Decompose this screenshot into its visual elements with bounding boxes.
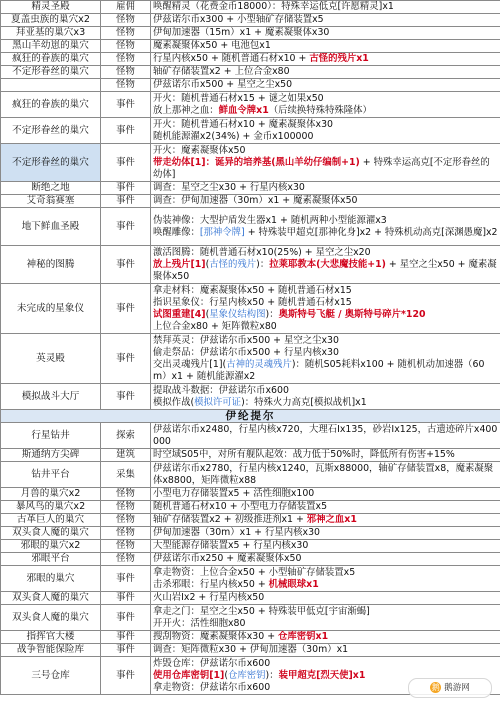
type-cell: 事件 bbox=[101, 144, 151, 182]
reward-cell bbox=[151, 605, 500, 631]
reward-cell bbox=[151, 527, 500, 540]
table-row bbox=[1, 14, 500, 27]
reward-text: 击杀邪眼：行星内核x50 + bbox=[153, 578, 269, 590]
table-row bbox=[1, 462, 500, 488]
reward-text: 开火：随机普通石材x10 + 魔素凝聚体x30 bbox=[153, 118, 334, 130]
table-row bbox=[1, 566, 500, 592]
location-name: 钻井平台 bbox=[1, 462, 101, 488]
app-logo-icon: 鹅 bbox=[431, 683, 440, 692]
reward-text: 拿走之门：星空之尘x50 + 特殊装甲低克[宇宙渐蝎] bbox=[153, 605, 370, 617]
item-link-text: 古神的灵魂残片 bbox=[226, 358, 292, 370]
reward-text: 火山岩Ix2 + 行星内核x50 bbox=[153, 592, 265, 603]
reward-text: 时空域S05中，对所有舰队起效：战力低于50%时，降低所有伤害+15% bbox=[153, 449, 455, 460]
type-cell: 怪物 bbox=[101, 488, 151, 501]
table-row bbox=[1, 527, 500, 540]
highlight-text: 奥斯特号飞艇 / 奥斯特号碎片*120 bbox=[278, 308, 426, 320]
highlight-text: 带走幼体[1]：诞异的培养基(黑山羊幼仔编制+1) bbox=[153, 156, 360, 168]
highlight-text: 放上残片[1] bbox=[153, 258, 206, 270]
location-name: 艾奇翁赛塞 bbox=[1, 195, 101, 208]
item-link-text: 仓库密钥 bbox=[228, 669, 266, 681]
type-cell: 事件 bbox=[101, 195, 151, 208]
location-name: 疯狂的眷族的巢穴 bbox=[1, 53, 101, 66]
reward-cell bbox=[151, 208, 500, 246]
reward-text: )： bbox=[265, 669, 279, 681]
reward-text: 伊甸加速器（15m）x1 + 魔素凝聚体x30 bbox=[153, 27, 330, 38]
reward-text: 行星内核x50 + 随机普通石材x10 + bbox=[153, 53, 310, 64]
section-header-row bbox=[1, 410, 500, 423]
location-name: 英灵殿 bbox=[1, 334, 101, 384]
reward-text: 轴矿存储装置x2 + 上位合金x80 bbox=[153, 66, 290, 77]
reward-cell bbox=[151, 553, 500, 566]
type-cell: 事件 bbox=[101, 246, 151, 284]
reward-cell bbox=[151, 449, 500, 462]
location-name: 不定形眷丝的巢穴 bbox=[1, 144, 101, 182]
highlight-text: 使用仓库密钥[1] bbox=[153, 669, 225, 681]
table-row bbox=[1, 644, 500, 657]
reward-text: 伊兹诺尔币x250 + 魔素凝聚体x50 bbox=[153, 553, 302, 564]
table-row bbox=[1, 246, 500, 284]
reward-cell bbox=[151, 501, 500, 514]
reward-text: 唤醒精灵（花费金币18000）：特殊幸运低克[许愿精灵]x1 bbox=[153, 1, 394, 12]
reward-cell bbox=[151, 14, 500, 27]
reward-text: 交出灵魂残片[1]( bbox=[153, 358, 227, 370]
table-row bbox=[1, 208, 500, 246]
reward-cell bbox=[151, 631, 500, 644]
table-row bbox=[1, 182, 500, 195]
table-row bbox=[1, 514, 500, 527]
type-cell: 事件 bbox=[101, 592, 151, 605]
table-row bbox=[1, 488, 500, 501]
type-cell: 采集 bbox=[101, 462, 151, 488]
table-row bbox=[1, 66, 500, 79]
location-name: 神秘的图腾 bbox=[1, 246, 101, 284]
type-cell: 事件 bbox=[101, 208, 151, 246]
reward-text: )：随机S05耗料x100 + 随机机动加速器（60m）x1 + 随机能源濯x2 bbox=[153, 358, 485, 382]
section-title: 伊纶提尔 bbox=[1, 410, 500, 423]
type-cell: 怪物 bbox=[101, 53, 151, 66]
location-name: 夏盖虫族的巢穴x2 bbox=[1, 14, 101, 27]
type-cell: 怪物 bbox=[101, 27, 151, 40]
type-cell: 怪物 bbox=[101, 514, 151, 527]
location-name: 未完成的星象仪 bbox=[1, 284, 101, 334]
table-row bbox=[1, 334, 500, 384]
reward-cell bbox=[151, 40, 500, 53]
location-name: 精灵圣殿 bbox=[1, 1, 101, 14]
reward-text: 开火：随机普通石材x15 + 谜之如果x50 bbox=[153, 92, 324, 104]
table-row bbox=[1, 553, 500, 566]
reward-text: 大型能源存储装置x5 + 行星内核x30 bbox=[153, 540, 309, 551]
location-name: 拜亚基的巢穴x3 bbox=[1, 27, 101, 40]
highlight-text: 拉莱耶教本(大悲魔技能+1) bbox=[269, 258, 386, 270]
reward-cell bbox=[151, 423, 500, 449]
item-link-text: [那神令牌] bbox=[199, 226, 245, 238]
reward-text: ( bbox=[224, 669, 229, 681]
reward-cell bbox=[151, 79, 500, 92]
reward-cell bbox=[151, 182, 500, 195]
table-row bbox=[1, 631, 500, 644]
reward-text: 唤醒雕像： bbox=[153, 226, 200, 238]
table-row bbox=[1, 195, 500, 208]
reward-text: + 星空之尘x50 + 魔素凝聚体x50 bbox=[153, 258, 497, 282]
reward-text: 伪装神像：大型护盾发生器x1 + 随机两种小型能源濯x3 bbox=[153, 214, 387, 226]
type-cell: 雇佣 bbox=[101, 1, 151, 14]
reward-text: 激活图腾：随机普通石材x10(25%) + 星空之尘x20 bbox=[153, 246, 371, 258]
table-row bbox=[1, 449, 500, 462]
location-name: 三号仓库 bbox=[1, 657, 101, 695]
reward-text: 伊兹诺尔币x2780，行星内核x1240，瓦斯x88000，轴矿存储装置x8，魔素凝聚体x8800，矩阵微粒x88 bbox=[153, 462, 494, 486]
type-cell: 怪物 bbox=[101, 527, 151, 540]
reward-text: 提取战斗数据：伊兹诺尔币x600 bbox=[153, 384, 289, 396]
type-cell: 事件 bbox=[101, 631, 151, 644]
type-cell: 事件 bbox=[101, 566, 151, 592]
highlight-text: 邪神之血x1 bbox=[306, 514, 357, 525]
type-cell: 事件 bbox=[101, 118, 151, 144]
reward-cell bbox=[151, 118, 500, 144]
reward-cell bbox=[151, 384, 500, 410]
reward-text: 调查：伊甸加速器（30m）x1 + 魔素凝聚体x50 bbox=[153, 195, 358, 206]
highlight-text: 鲜血令牌x1 bbox=[218, 104, 269, 116]
reward-text: 伊甸加速器（30m）x1 + 行星内核x30 bbox=[153, 527, 320, 538]
reward-cell bbox=[151, 27, 500, 40]
location-name: 邪眼的巢穴x2 bbox=[1, 540, 101, 553]
reward-cell bbox=[151, 566, 500, 592]
location-name: 邪眼平台 bbox=[1, 553, 101, 566]
table-row bbox=[1, 284, 500, 334]
table-row bbox=[1, 79, 500, 92]
type-cell: 事件 bbox=[101, 644, 151, 657]
item-link-text: 星象仪结构图 bbox=[209, 308, 266, 320]
reward-cell bbox=[151, 644, 500, 657]
reward-text: 拿走材料：魔素凝聚体x50 + 随机普通石材x15 bbox=[153, 284, 352, 296]
item-link-text: 古怪的残片 bbox=[209, 258, 257, 270]
reward-cell bbox=[151, 284, 500, 334]
location-name: 双头食人魔的巢穴 bbox=[1, 527, 101, 540]
location-name: 行星钻井 bbox=[1, 423, 101, 449]
table-row bbox=[1, 53, 500, 66]
type-cell: 怪物 bbox=[101, 14, 151, 27]
table-row bbox=[1, 144, 500, 182]
reward-text: + 特殊幸运高克[不定形眷丝的幼体] bbox=[153, 156, 490, 180]
reward-text: ( bbox=[205, 258, 210, 270]
type-cell: 事件 bbox=[101, 384, 151, 410]
type-cell: 探索 bbox=[101, 423, 151, 449]
table-row bbox=[1, 1, 500, 14]
reward-text: 随机能源濯x2(34%) + 金币x100000 bbox=[153, 130, 314, 142]
reward-text: 禁拜英灵：伊兹诺尔币x500 + 星空之尘x30 bbox=[153, 334, 339, 346]
reward-text: 伊兹诺尔币x500 + 星空之尘x50 bbox=[153, 79, 293, 90]
reward-cell bbox=[151, 592, 500, 605]
type-cell: 怪物 bbox=[101, 66, 151, 79]
location-name: 暴风鸟的巢穴x2 bbox=[1, 501, 101, 514]
reward-cell bbox=[151, 488, 500, 501]
location-name: 古革巨人的巢穴 bbox=[1, 514, 101, 527]
reward-text: 搜刮物资：魔素凝聚体x30 + bbox=[153, 631, 279, 642]
reward-text: 调查：矩阵微粒x30 + 伊甸加速器（30m）x1 bbox=[153, 644, 349, 655]
reward-cell bbox=[151, 514, 500, 527]
type-cell: 怪物 bbox=[101, 501, 151, 514]
reward-text: （后续换特殊特殊隆体） bbox=[268, 104, 372, 116]
type-cell: 事件 bbox=[101, 182, 151, 195]
highlight-text: 试图重建[4] bbox=[153, 308, 206, 320]
reward-text: 拿走物资：伊兹诺尔币x600 bbox=[153, 681, 271, 693]
table-row bbox=[1, 118, 500, 144]
location-name: 战争智能保险库 bbox=[1, 644, 101, 657]
reward-text: 放上那神之血： bbox=[153, 104, 219, 116]
location-name: 双头食人魔的巢穴 bbox=[1, 605, 101, 631]
table-row bbox=[1, 540, 500, 553]
watermark-text: 鹅游网 bbox=[444, 683, 470, 693]
highlight-text: 机械眼球x1 bbox=[268, 578, 319, 590]
reward-text: + 特殊装甲超克[那神化身]x2 + 特殊机动高克[深渊愚魔]x2 bbox=[244, 226, 498, 238]
highlight-text: 仓库密钥x1 bbox=[278, 631, 329, 642]
reward-cell bbox=[151, 195, 500, 208]
reward-cell bbox=[151, 540, 500, 553]
reward-cell bbox=[151, 334, 500, 384]
reward-text: 拿走物资：上位合金x50 + 小型轴矿存储装置x5 bbox=[153, 566, 356, 578]
reward-text: 开开火：活性细胞x80 bbox=[153, 617, 246, 629]
reward-cell bbox=[151, 66, 500, 79]
reward-text: ( bbox=[205, 308, 210, 320]
type-cell: 事件 bbox=[101, 334, 151, 384]
reward-cell bbox=[151, 246, 500, 284]
table-row bbox=[1, 384, 500, 410]
reward-cell bbox=[151, 1, 500, 14]
item-link-text: 模拟许可证 bbox=[194, 396, 242, 408]
table-row bbox=[1, 605, 500, 631]
reward-text: 小型电力存储装置x5 + 活性细胞x100 bbox=[153, 488, 315, 499]
type-cell: 建筑 bbox=[101, 449, 151, 462]
location-name: 斯通纳方尖碑 bbox=[1, 449, 101, 462]
location-name: 双头食人魔的巢穴 bbox=[1, 592, 101, 605]
reward-cell bbox=[151, 53, 500, 66]
reward-text: 开火：魔素凝聚体x50 bbox=[153, 144, 246, 156]
reward-cell bbox=[151, 144, 500, 182]
reward-text: )：特殊火力高克[模拟战机]x1 bbox=[241, 396, 367, 408]
reward-text: 炸毁仓库：伊兹诺尔币x600 bbox=[153, 657, 271, 669]
location-name bbox=[1, 79, 101, 92]
reward-text: 伊兹诺尔币x300 + 小型轴矿存储装置x5 bbox=[153, 14, 324, 25]
table-row bbox=[1, 92, 500, 118]
location-name: 月兽的巢穴x2 bbox=[1, 488, 101, 501]
location-name: 模拟战斗大厅 bbox=[1, 384, 101, 410]
location-name: 黑山羊幼崽的巢穴 bbox=[1, 40, 101, 53]
type-cell: 事件 bbox=[101, 284, 151, 334]
highlight-text: 古怪的残片x1 bbox=[309, 53, 369, 64]
location-name: 地下鲜血圣殿 bbox=[1, 208, 101, 246]
type-cell: 怪物 bbox=[101, 79, 151, 92]
reward-text: 魔素凝聚体x50 + 电池包x1 bbox=[153, 40, 271, 51]
table-row bbox=[1, 27, 500, 40]
type-cell: 怪物 bbox=[101, 540, 151, 553]
table-row bbox=[1, 592, 500, 605]
type-cell: 事件 bbox=[101, 657, 151, 695]
table-body bbox=[1, 1, 500, 695]
reward-cell bbox=[151, 92, 500, 118]
reward-text: 随机普通石材x10 + 小型电力存储装置x5 bbox=[153, 501, 328, 512]
watermark bbox=[408, 678, 492, 698]
reward-text: 轴矿存储装置x2 + 初级推进剂x1 + bbox=[153, 514, 307, 525]
location-name: 不定形眷丝的巢穴 bbox=[1, 66, 101, 79]
reward-text: 伊兹诺尔币x2480，行星内核x720，大理石Ix135，砂岩Ix125，古遗迹碎片x400000 bbox=[153, 423, 498, 447]
reward-text: 偷走祭品：伊兹诺尔币x500 + 行星内核x30 bbox=[153, 346, 339, 358]
type-cell: 怪物 bbox=[101, 553, 151, 566]
type-cell: 怪物 bbox=[101, 40, 151, 53]
reward-text: 调查：星空之尘x30 + 行星内核x30 bbox=[153, 182, 305, 193]
location-name: 邪眼的巢穴 bbox=[1, 566, 101, 592]
location-name: 疯狂的眷族的巢穴 bbox=[1, 92, 101, 118]
table-row bbox=[1, 40, 500, 53]
reward-text: 模拟作战( bbox=[153, 396, 195, 408]
reward-text: 上位合金x80 + 矩阵微粒x80 bbox=[153, 320, 277, 332]
reward-text: )： bbox=[256, 258, 270, 270]
highlight-text: 装甲超克[烈天使]x1 bbox=[278, 669, 366, 681]
table-row bbox=[1, 423, 500, 449]
type-cell: 事件 bbox=[101, 605, 151, 631]
location-name: 指挥官大楼 bbox=[1, 631, 101, 644]
table-row bbox=[1, 501, 500, 514]
type-cell: 事件 bbox=[101, 92, 151, 118]
reward-text: )： bbox=[265, 308, 279, 320]
reward-cell bbox=[151, 462, 500, 488]
location-name: 不定形眷丝的巢穴 bbox=[1, 118, 101, 144]
reward-text: 指识星象仪：行星内核x50 + 随机普通石材x15 bbox=[153, 296, 352, 308]
location-name: 断绝之地 bbox=[1, 182, 101, 195]
